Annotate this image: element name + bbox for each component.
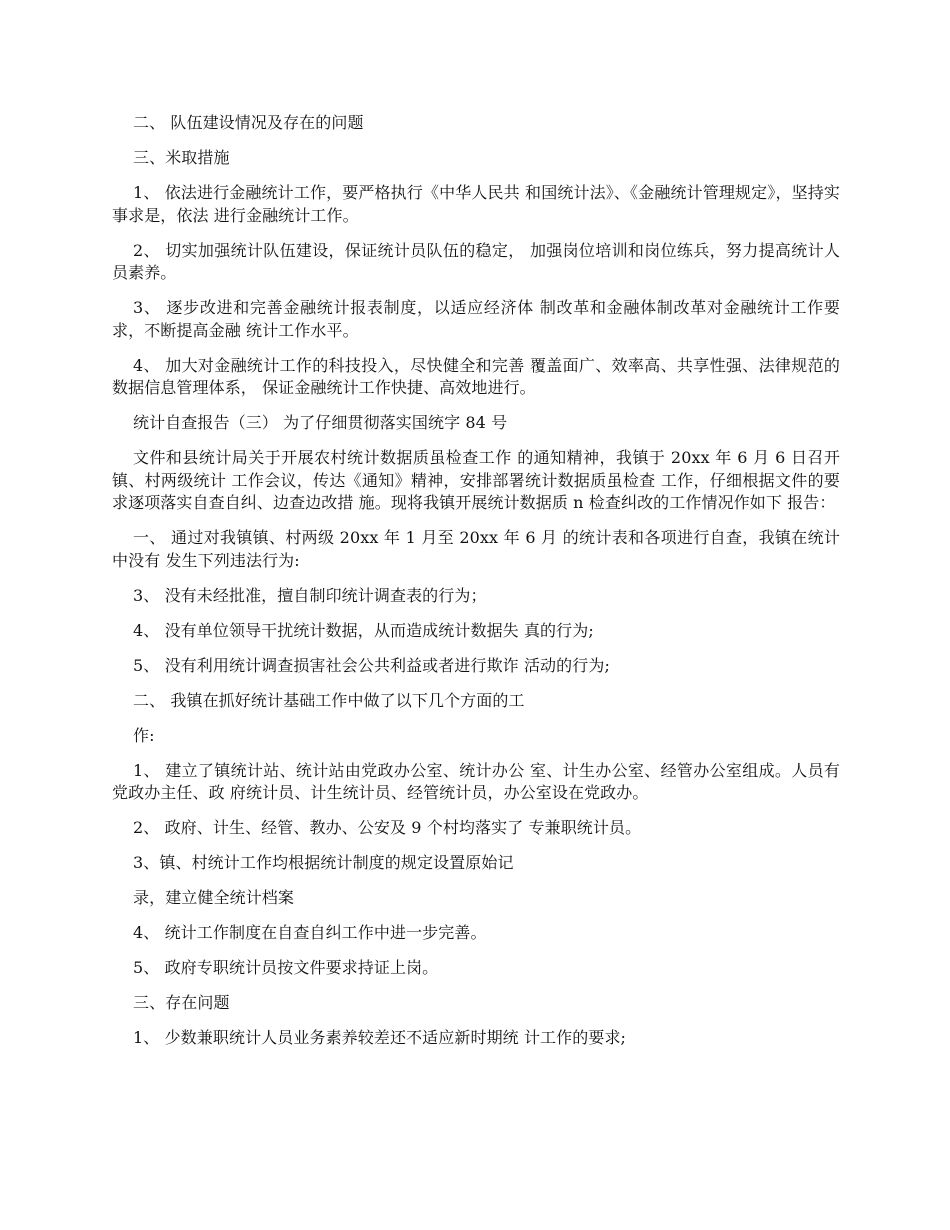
document-body: [112, 112, 840, 1062]
violation-item-3: 3、 没有未经批准，擅自制印统计调查表的行为；: [133, 585, 487, 605]
report-title-line: 统计自查报告（三） 为了仔细贯彻落实国统字 84 号: [133, 413, 508, 432]
measure-item-1: 1、 依法进行金融统计工作，要严格执行《中华人民共 和国统计法》、《金融统计管理规定》，坚持实事求是，依法 进行金融统计工作。: [112, 183, 840, 225]
violation-item-4: 4、 没有单位领导干扰统计数据，从而造成统计数据失 真的行为;: [133, 620, 594, 640]
measure-item-4: 4、 加大对金融统计工作的科技投入，尽快健全和完善 覆盖面广、效率高、共享性强、法律规范的数据信息管理体系， 保证金融统计工作快捷、高效地进行。: [112, 355, 840, 397]
section-self-check: 一、 通过对我镇镇、村两级 20xx 年 1 月至 20xx 年 6 月 的统计表和各项进行自查，我镇在统计中没有 发生下列违法行为:: [112, 528, 840, 570]
measure-item-3: 3、 逐步改进和完善金融统计报表制度，以适应经济体 制改革和金融体制改革对金融统计工作要求，不断提高金融 统计工作水平。: [112, 298, 840, 340]
measure-item-2: 2、 切实加强统计队伍建设，保证统计员队伍的稳定， 加强岗位培训和岗位练兵，努力提高统计人员素养。: [112, 240, 840, 282]
section-basic-work-continued: 作:: [133, 725, 155, 745]
work-item-3: 3、镇、村统计工作均根据统计制度的规定设置原始记: [133, 853, 514, 872]
work-item-5: 5、 政府专职统计员按文件要求持证上岗。: [133, 958, 439, 977]
work-item-1: 1、 建立了镇统计站、统计站由党政办公室、统计办公 室、计生办公室、经管办公室组成。人员有党政办主任、政 府统计员、计生统计员、经管统计员，办公室设在党政办。: [112, 760, 840, 802]
heading-measures: 三、米取措施: [133, 148, 230, 167]
work-item-4: 4、 统计工作制度在自查自纠工作中进一步完善。: [133, 923, 487, 942]
heading-team-building: 二、 队伍建设情况及存在的问题: [133, 113, 364, 132]
violation-item-5: 5、 没有利用统计调查损害社会公共利益或者进行欺诈 活动的行为;: [133, 655, 610, 675]
section-basic-work: 二、 我镇在抓好统计基础工作中做了以下几个方面的工: [133, 690, 525, 710]
heading-problems: 三、存在问题: [133, 993, 230, 1012]
work-item-3-continued: 录，建立健全统计档案: [133, 888, 295, 907]
report-intro-paragraph: 文件和县统计局关于开展农村统计数据质虽检查工作 的通知精神，我镇于 20xx 年 6 月 6 日召开镇、村两级统计 工作会议，传达《通知》精神，安排部署统计数据质虽检查 工作，仔细根据文件的要求逐项落实自查自纠、边查边改措 施。现将我镇开展统计数据质 n 检查纠改的工作情况作如下 报告：: [112, 448, 840, 512]
problem-item-1: 1、 少数兼职统计人员业务素养较差还不适应新时期统 计工作的要求;: [133, 1028, 627, 1047]
work-item-2: 2、 政府、计生、经管、教办、公安及 9 个村均落实了 专兼职统计员。: [133, 818, 642, 837]
